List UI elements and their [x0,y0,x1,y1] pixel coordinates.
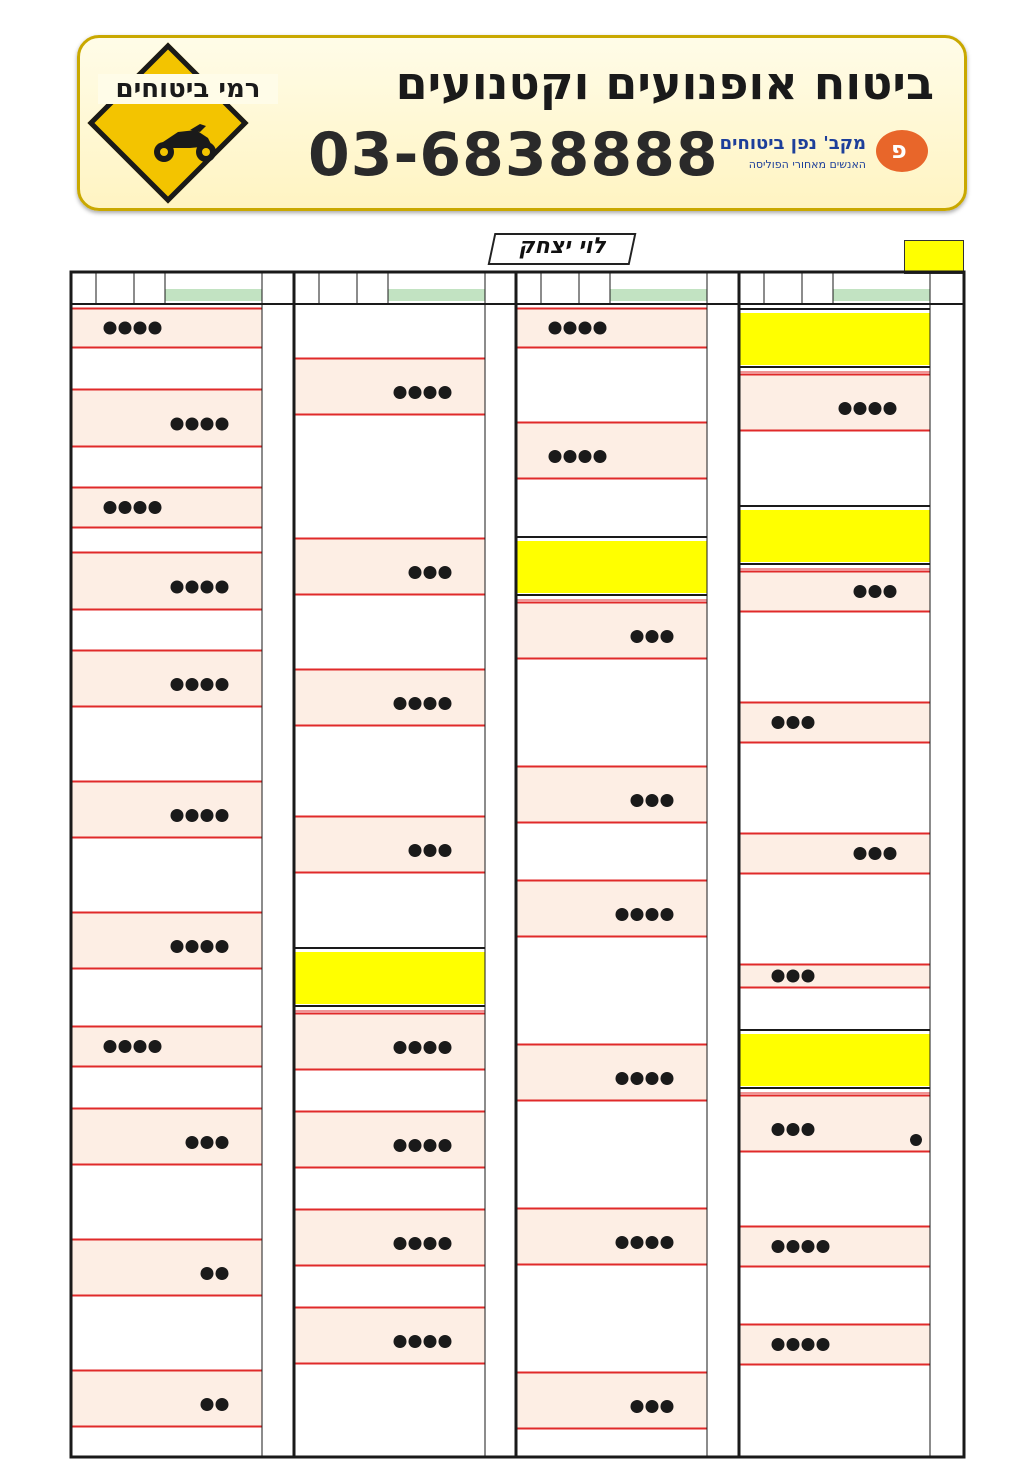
clue-dot [787,1338,800,1351]
clue-dot [201,418,214,431]
clue-dot [594,450,607,463]
pink-row [295,816,485,873]
clue-dot [394,1139,407,1152]
clue-dot [409,386,422,399]
clue-dot [201,940,214,953]
clue-dot [661,1072,674,1085]
clue-dot [787,1240,800,1253]
clue-dot [564,322,577,335]
clue-dot [802,716,815,729]
clue-dot [646,794,659,807]
clue-dot [216,1267,229,1280]
clue-dot [394,1041,407,1054]
clue-dot [646,1236,659,1249]
header-green-strip [165,289,262,301]
clue-dot [134,1040,147,1053]
clue-dot [424,1139,437,1152]
clue-dot [817,1338,830,1351]
clue-dot [869,402,882,415]
pink-row [295,1307,485,1364]
pink-row [740,964,930,988]
clue-dot [439,1041,452,1054]
pink-row [517,1044,707,1101]
clue-dot [171,678,184,691]
clue-dot [171,940,184,953]
clue-dot [409,566,422,579]
clue-dot [216,809,229,822]
header-green-strip [610,289,707,301]
clue-dot [104,1040,117,1053]
clue-dot [216,418,229,431]
clue-dot [564,450,577,463]
pink-row [72,389,262,447]
clue-dot [134,322,147,335]
clue-dot [631,794,644,807]
headline: ביטוח אופנועים וקטנועים [395,56,934,110]
clue-dot [869,847,882,860]
pink-row [517,602,707,659]
clue-dot [201,678,214,691]
clue-dot [616,1072,629,1085]
clue-dot [661,630,674,643]
clue-dot [854,585,867,598]
clue-dot [594,322,607,335]
clue-dot [439,844,452,857]
pink-row [517,308,707,348]
clue-dot [424,697,437,710]
header-green-strip [388,289,485,301]
clue-dot [631,1072,644,1085]
clue-dot [661,1400,674,1413]
clue-dot [661,794,674,807]
clue-dot [661,908,674,921]
yellow-block [740,510,930,562]
clue-dot [772,716,785,729]
clue-dot [772,1123,785,1136]
clue-dot [439,386,452,399]
header-green-strip [833,289,930,301]
clue-dot [394,1237,407,1250]
clue-dot [216,1136,229,1149]
clue-dot [802,1338,815,1351]
clue-dot [772,1240,785,1253]
clue-dot [186,1136,199,1149]
clue-dot [149,1040,162,1053]
pink-row [72,1370,262,1427]
pink-row [72,781,262,838]
clue-dot [661,1236,674,1249]
clue-dot [186,418,199,431]
yellow-block [517,541,707,593]
pink-row [740,702,930,743]
clue-dot [216,678,229,691]
clue-dot [424,844,437,857]
yellow-block [740,1034,930,1086]
clue-dot [910,1134,922,1146]
pink-row [72,1026,262,1067]
clue-dot [579,450,592,463]
clue-dot [394,386,407,399]
pink-row [517,1208,707,1265]
clue-dot [201,809,214,822]
pink-row [740,374,930,431]
clue-dot [631,1236,644,1249]
pink-row [72,552,262,610]
clue-dot [802,970,815,983]
pink-row [740,1226,930,1267]
clue-dot [201,1267,214,1280]
clue-dot [631,908,644,921]
pink-row [295,358,485,415]
logo-text: רמי ביטוחים [98,74,278,104]
clue-dot [884,402,897,415]
clue-dot [439,1139,452,1152]
clue-dot [409,1139,422,1152]
pink-row [740,1324,930,1365]
pink-row [517,880,707,937]
pink-row [295,1013,485,1070]
clue-dot [424,566,437,579]
clue-dot [787,1123,800,1136]
pink-row [72,650,262,707]
clue-dot [119,501,132,514]
clue-dot [884,847,897,860]
clue-dot [119,1040,132,1053]
pink-row [295,669,485,726]
clue-dot [409,697,422,710]
clue-dot [439,697,452,710]
clue-dot [216,581,229,594]
clue-dot [439,1335,452,1348]
clue-dot [186,581,199,594]
clue-dot [439,566,452,579]
clue-dot [787,970,800,983]
clue-dot [201,581,214,594]
clue-dot [646,630,659,643]
clue-dot [869,585,882,598]
clue-dot [439,1237,452,1250]
clue-dot [646,908,659,921]
clue-dot [787,716,800,729]
pink-row [517,422,707,479]
pink-row [295,1111,485,1168]
pink-row [517,1372,707,1429]
clue-dot [394,697,407,710]
clue-dot [802,1240,815,1253]
clue-dot [549,450,562,463]
clue-dot [817,1240,830,1253]
pink-row [295,1209,485,1266]
tag-label: לוי יצחק [518,234,606,259]
partner-tagline: האנשים מאחורי הפוליסה [748,158,866,171]
pink-row [295,538,485,595]
clue-dot [149,501,162,514]
clue-dot [216,1398,229,1411]
clue-dot [884,585,897,598]
yellow-block [295,952,485,1004]
clue-dot [772,970,785,983]
phone-number: 03-6838888 [308,120,719,190]
clue-dot [186,940,199,953]
clue-dot [854,847,867,860]
clue-dot [631,1400,644,1413]
clue-dot [134,501,147,514]
clue-dot [802,1123,815,1136]
pink-row [740,571,930,612]
clue-dot [149,322,162,335]
clue-dot [201,1136,214,1149]
clue-dot [409,844,422,857]
clue-dot [216,940,229,953]
clue-dot [409,1041,422,1054]
yellow-block [740,313,930,365]
pink-row [517,766,707,823]
clue-dot [119,322,132,335]
clue-dot [772,1338,785,1351]
clue-dot [646,1400,659,1413]
clue-dot [631,630,644,643]
clue-dot [171,809,184,822]
clue-dot [201,1398,214,1411]
clue-dot [186,678,199,691]
pink-row [72,912,262,969]
clue-dot [616,1236,629,1249]
clue-dot [394,1335,407,1348]
clue-dot [409,1237,422,1250]
clue-dot [409,1335,422,1348]
pink-row [72,487,262,528]
clue-dot [579,322,592,335]
clue-dot [549,322,562,335]
clue-dot [424,1335,437,1348]
clue-dot [616,908,629,921]
clue-dot [104,322,117,335]
clue-dot [424,386,437,399]
clue-dot [171,581,184,594]
pink-row [72,1108,262,1165]
pink-row [740,1095,930,1152]
clue-dot [854,402,867,415]
partner-name: מקב' נפן ביטוחים [719,133,866,154]
pink-row [72,1239,262,1296]
pink-row [740,833,930,874]
partner-logo-icon: פ [876,130,928,172]
clue-dot [424,1237,437,1250]
clue-dot [104,501,117,514]
clue-dot [186,809,199,822]
clue-dot [646,1072,659,1085]
clue-dot [424,1041,437,1054]
clue-dot [839,402,852,415]
pink-row [72,308,262,348]
clue-dot [171,418,184,431]
